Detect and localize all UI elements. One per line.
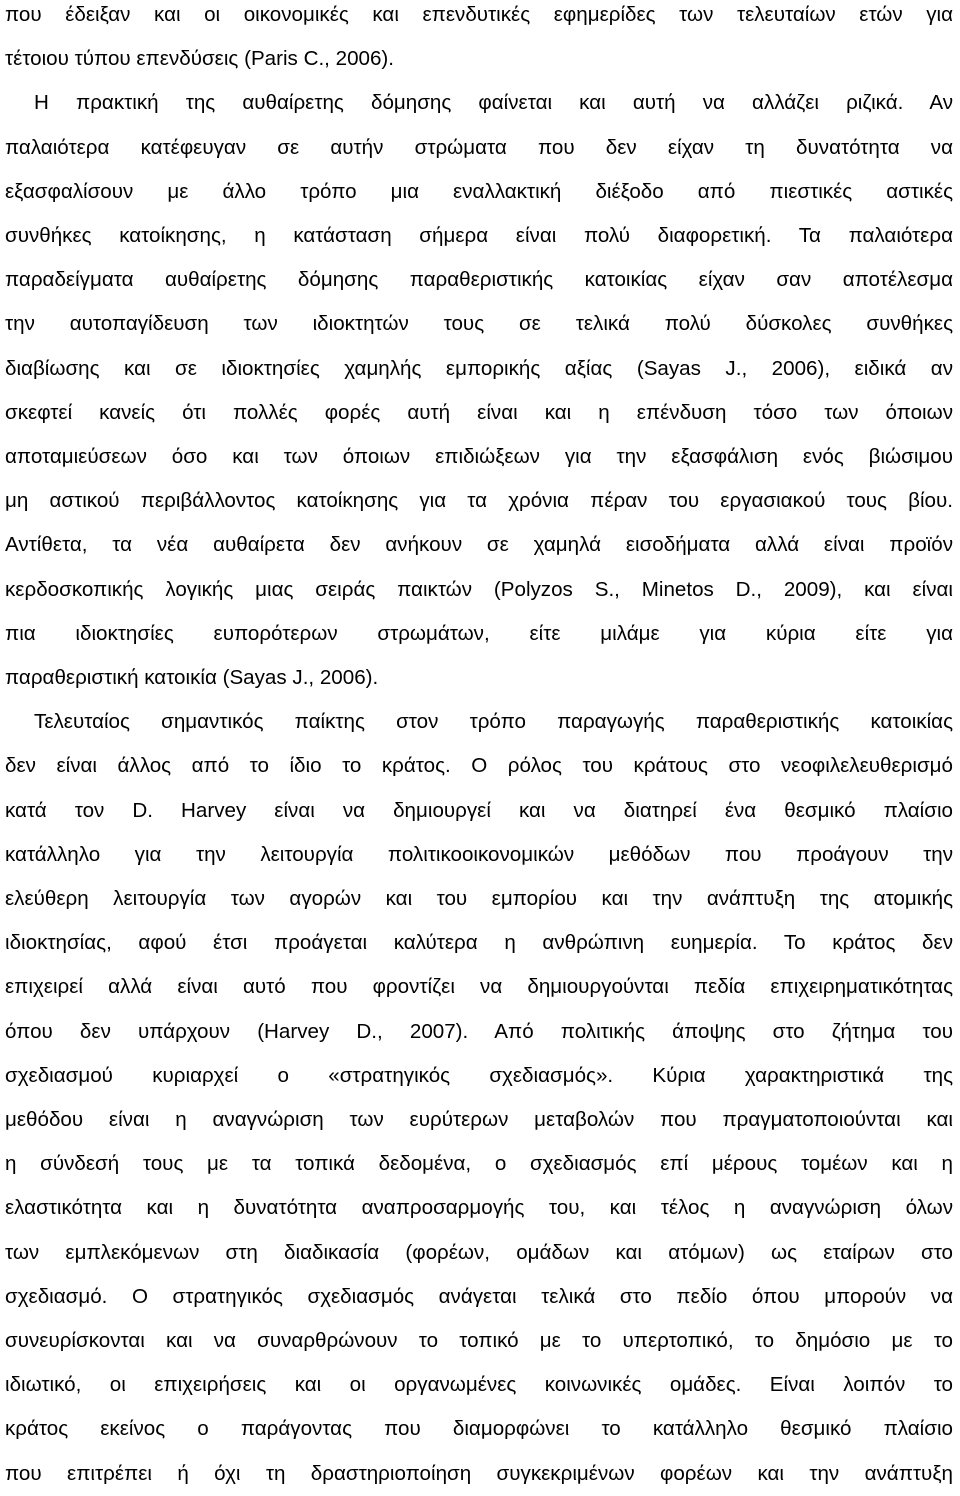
text-line: επιχειρεί αλλά είναι αυτό που φροντίζει να δημιουργούνται πεδία επιχειρηματικότητας <box>5 975 953 999</box>
text-line: δεν είναι άλλος από το ίδιο το κράτος. Ο ρόλος του κράτους στο νεοφιλελευθερισμό <box>5 754 953 778</box>
text-line: που έδειξαν και οι οικονομικές και επενδυτικές εφημερίδες των τελευταίων ετών για <box>5 3 953 26</box>
text-line: εξασφαλίσουν με άλλο τρόπο μια εναλλακτική διέξοδο από πιεστικές αστικές <box>5 179 953 203</box>
text-line: κερδοσκοπικής λογικής μιας σειράς παικτών (Polyzos S., Minetos D., 2009), και είναι <box>5 577 953 601</box>
text-line: παραθεριστική κατοικία (Sayas J., 2006). <box>5 666 379 689</box>
text-line: ιδιωτικό, οι επιχειρήσεις και οι οργανωμένες κοινωνικές ομάδες. Είναι λοιπόν το <box>5 1373 953 1397</box>
text-line: που επιτρέπει ή όχι τη δραστηριοποίηση συγκεκριμένων φορέων και την ανάπτυξη <box>5 1461 953 1485</box>
text-line: παραδείγματα αυθαίρετης δόμησης παραθεριστικής κατοικίας είχαν σαν αποτέλεσμα <box>5 268 953 292</box>
text-line: μεθόδου είναι η αναγνώριση των ευρύτερων μεταβολών που πραγματοποιούνται και <box>5 1108 953 1131</box>
text-line: κατάλληλο για την λειτουργία πολιτικοοικονομικών μεθόδων που προάγουν την <box>5 842 953 866</box>
text-line: συνθήκες κατοίκησης, η κατάσταση σήμερα είναι πολύ διαφορετική. Τα παλαιότερα <box>5 224 953 247</box>
text-line: συνευρίσκονται και να συναρθρώνουν το τοπικό με το υπερτοπικό, το δημόσιο με το <box>5 1329 953 1352</box>
text-line: μη αστικού περιβάλλοντος κατοίκησης για τα χρόνια πέραν του εργασιακού τους βίου. <box>5 489 953 513</box>
text-line: την αυτοπαγίδευση των ιδιοκτητών τους σε τελικά πολύ δύσκολες συνθήκες <box>5 312 953 336</box>
text-line: κράτος εκείνος ο παράγοντας που διαμορφώνει το κατάλληλο θεσμικό πλαίσιο <box>5 1417 953 1441</box>
text-line: σκεφτεί κανείς ότι πολλές φορές αυτή είναι και η επένδυση τόσο των όποιων <box>5 400 953 424</box>
text-line: ιδιοκτησίας, αφού έτσι προάγεται καλύτερα η ανθρώπινη ευημερία. Το κράτος δεν <box>5 931 953 955</box>
text-line: των εμπλεκόμενων στη διαδικασία (φορέων, ομάδων και ατόμων) ως εταίρων στο <box>5 1240 953 1264</box>
text-line: κατά τον D. Harvey είναι να δημιουργεί και να διατηρεί ένα θεσμικό πλαίσιο <box>5 798 953 822</box>
text-line: παλαιότερα κατέφευγαν σε αυτήν στρώματα που δεν είχαν τη δυνατότητα να <box>5 135 953 159</box>
text-line: διαβίωσης και σε ιδιοκτησίες χαμηλής εμπορικής αξίας (Sayas J., 2006), ειδικά αν <box>5 356 953 380</box>
text-line: η σύνδεσή τους με τα τοπικά δεδομένα, ο σχεδιασμός επί μέρους τομέων και η <box>5 1152 953 1176</box>
text-line: Η πρακτική της αυθαίρετης δόμησης φαίνεται και αυτή να αλλάζει ριζικά. Αν <box>34 91 953 115</box>
text-line: αποταμιεύσεων όσο και των όποιων επιδιώξεων για την εξασφάλιση ενός βιώσιμου <box>5 445 953 468</box>
text-line: όπου δεν υπάρχουν (Harvey D., 2007). Από πολιτικής άποψης στο ζήτημα του <box>5 1019 953 1043</box>
text-line: Τελευταίος σημαντικός παίκτης στον τρόπο παραγωγής παραθεριστικής κατοικίας <box>34 710 953 734</box>
text-line: σχεδιασμό. Ο στρατηγικός σχεδιασμός ανάγεται τελικά στο πεδίο όπου μπορούν να <box>5 1284 953 1308</box>
text-line: ελαστικότητα και η δυνατότητα αναπροσαρμογής του, και τέλος η αναγνώριση όλων <box>5 1196 953 1220</box>
text-line: ελεύθερη λειτουργία των αγορών και του εμπορίου και την ανάπτυξη της ατομικής <box>5 887 953 910</box>
text-line: σχεδιασμού κυριαρχεί ο «στρατηγικός σχεδιασμός». Κύρια χαρακτηριστικά της <box>5 1063 953 1087</box>
text-line: πια ιδιοκτησίες ευπορότερων στρωμάτων, είτε μιλάμε για κύρια είτε για <box>5 621 953 645</box>
text-line: Αντίθετα, τα νέα αυθαίρετα δεν ανήκουν σε χαμηλά εισοδήματα αλλά είναι προϊόν <box>5 533 953 557</box>
text-line: τέτοιου τύπου επενδύσεις (Paris C., 2006). <box>5 47 395 71</box>
